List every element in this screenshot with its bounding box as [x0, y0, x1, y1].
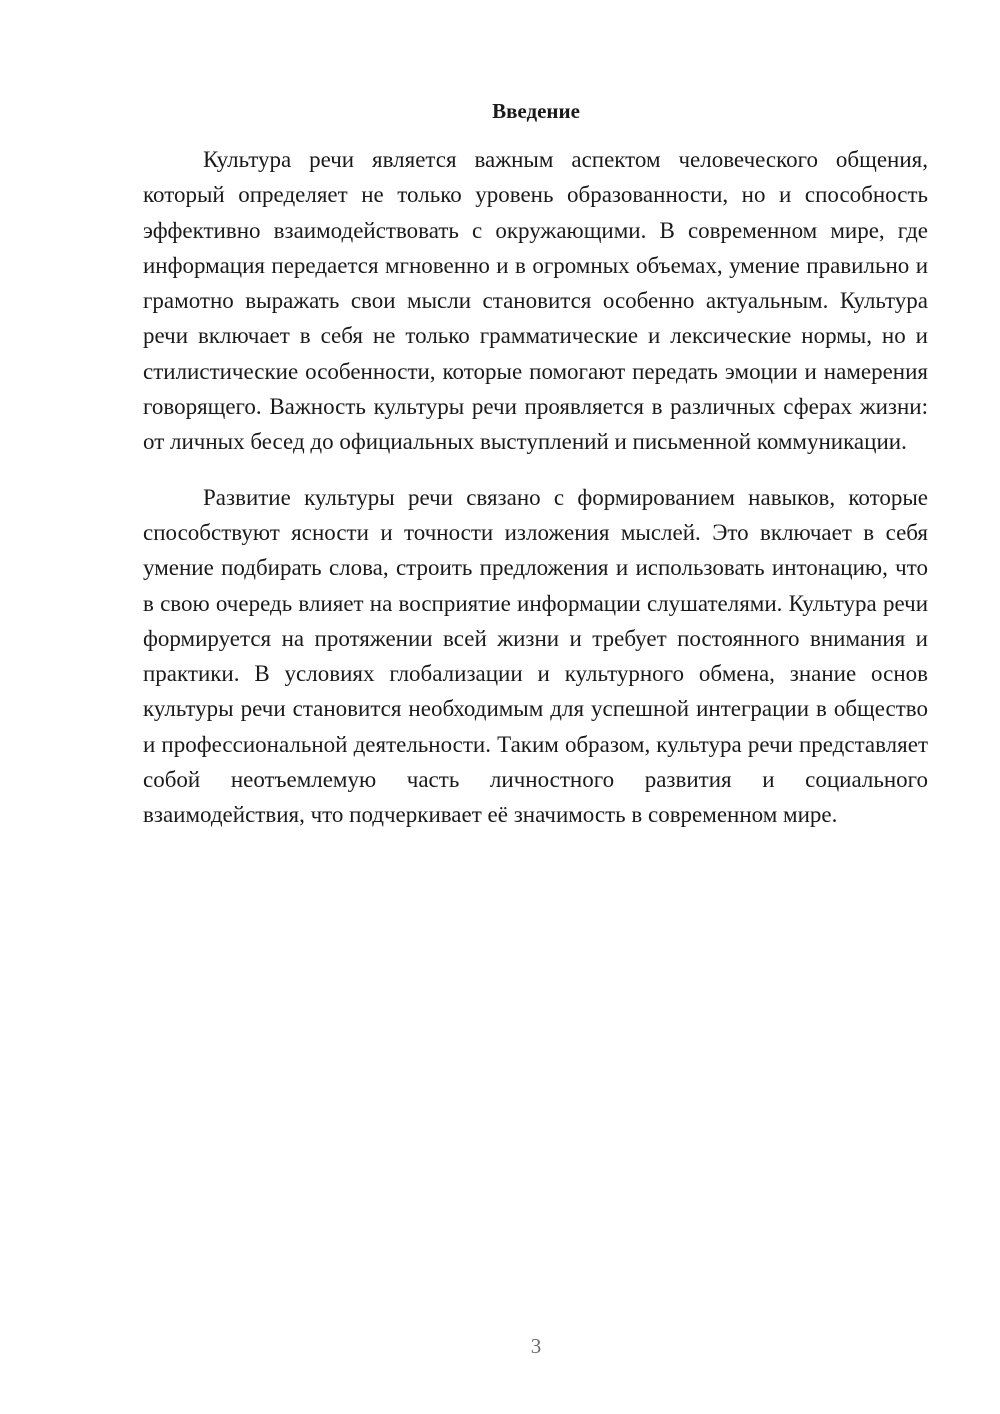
paragraph-1: Культура речи является важным аспектом человеческого общения, который определяет не только уровень образованности, но и способность эффективно взаимодействовать с окружающими. В современном мире, где информация передается мгновенно и в огромных объемах, умение правильно и грамотно выражать свои мысли становится особенно актуальным. Культура речи включает в себя не только грамматические и лексические нормы, но и стилистические особенности, которые помогают передать эмоции и намерения говорящего. Важность культуры речи проявляется в различных сферах жизни: от личных бесед до официальных выступлений и письменной коммуникации. — [143, 147, 928, 455]
section-heading: Введение — [492, 99, 580, 123]
body-text — [143, 142, 928, 833]
paragraph-2: Развитие культуры речи связано с формированием навыков, которые способствуют ясности и точности изложения мыслей. Это включает в себя умение подбирать слова, строить предложения и использовать интонацию, что в свою очередь влияет на восприятие информации слушателями. Культура речи формируется на протяжении всей жизни и требует постоянного внимания и практики. В условиях глобализации и культурного обмена, знание основ культуры речи становится необходимым для успешной интеграции в общество и профессиональной деятельности. Таким образом, культура речи представляет собой неотъемлемую часть личностного развития и социального взаимодействия, что подчеркивает её значимость в современном мире. — [143, 484, 928, 828]
page-number: 3 — [530, 1334, 542, 1358]
